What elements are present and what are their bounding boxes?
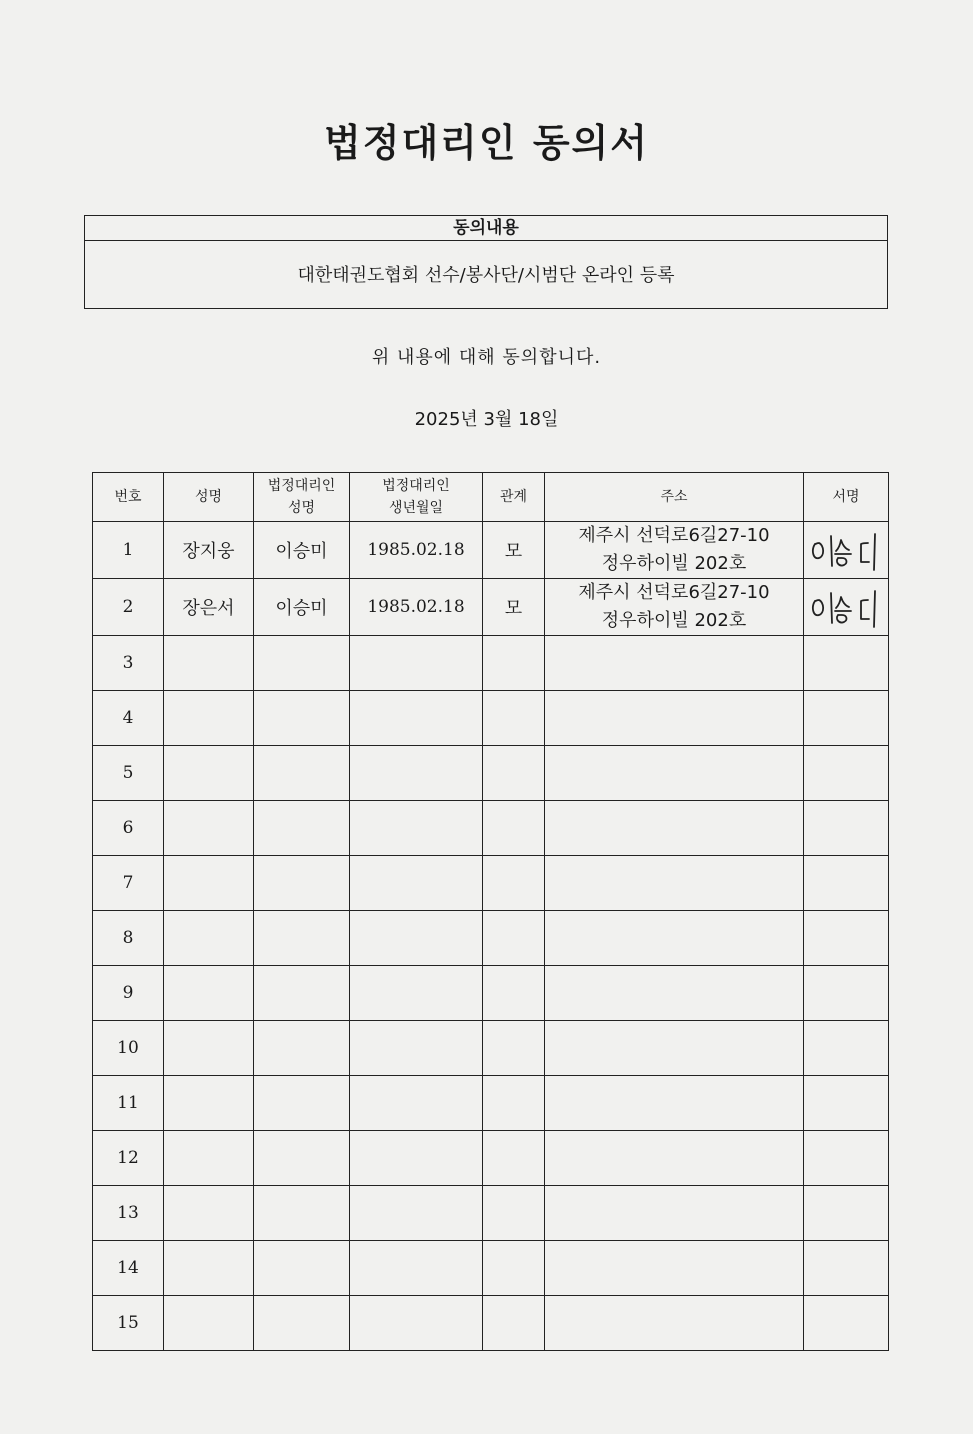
cell-name	[164, 966, 254, 1021]
cell-name	[164, 691, 254, 746]
table-row	[93, 579, 889, 636]
cell-name	[164, 801, 254, 856]
table-row	[93, 1131, 889, 1186]
cell-signature	[804, 1186, 889, 1241]
cell-number: 1	[93, 522, 164, 579]
cell-name	[164, 1131, 254, 1186]
consent-header: 동의내용	[85, 216, 887, 241]
cell-address	[545, 856, 804, 911]
cell-address	[545, 579, 804, 636]
cell-address	[545, 1131, 804, 1186]
cell-relation	[483, 1131, 545, 1186]
header-guardian-birth	[350, 473, 483, 522]
cell-address	[545, 636, 804, 691]
cell-relation	[483, 636, 545, 691]
cell-address	[545, 1076, 804, 1131]
guardian-table	[92, 472, 889, 1351]
cell-guardian-name	[254, 636, 350, 691]
cell-name	[164, 1021, 254, 1076]
cell-signature	[804, 579, 889, 636]
cell-name	[164, 856, 254, 911]
cell-relation	[483, 1021, 545, 1076]
table-row	[93, 966, 889, 1021]
cell-signature	[804, 691, 889, 746]
cell-number: 11	[93, 1076, 164, 1131]
cell-guardian-birth: 1985.02.18	[350, 522, 483, 579]
cell-guardian-name	[254, 1241, 350, 1296]
address-line-1: 제주시 선덕로6길27-10	[578, 582, 770, 603]
cell-address	[545, 746, 804, 801]
cell-relation	[483, 856, 545, 911]
cell-signature	[804, 1021, 889, 1076]
cell-relation	[483, 1186, 545, 1241]
header-address: 주소	[545, 473, 804, 522]
cell-guardian-birth	[350, 1186, 483, 1241]
table-row	[93, 636, 889, 691]
cell-signature	[804, 1241, 889, 1296]
header-guardian-name-line2: 성명	[287, 500, 316, 516]
cell-name	[164, 1076, 254, 1131]
agree-statement: 위 내용에 대해 동의합니다.	[371, 347, 602, 368]
cell-relation: 모	[483, 522, 545, 579]
address-line-2: 정우하이빌 202호	[601, 553, 747, 574]
cell-address	[545, 966, 804, 1021]
header-name: 성명	[164, 473, 254, 522]
cell-relation	[483, 1296, 545, 1351]
cell-signature	[804, 1296, 889, 1351]
header-guardian-birth-line1: 법정대리인	[382, 478, 450, 494]
cell-name	[164, 636, 254, 691]
address-line-2: 정우하이빌 202호	[601, 610, 747, 631]
cell-signature	[804, 966, 889, 1021]
cell-guardian-birth	[350, 1131, 483, 1186]
cell-number: 14	[93, 1241, 164, 1296]
cell-guardian-birth	[350, 636, 483, 691]
handwritten-signature	[811, 585, 881, 629]
cell-signature	[804, 522, 889, 579]
cell-relation	[483, 911, 545, 966]
cell-guardian-birth	[350, 801, 483, 856]
header-number: 번호	[93, 473, 164, 522]
cell-guardian-birth	[350, 911, 483, 966]
cell-address	[545, 1186, 804, 1241]
cell-guardian-name	[254, 1021, 350, 1076]
table-row	[93, 522, 889, 579]
cell-signature	[804, 1131, 889, 1186]
cell-number: 8	[93, 911, 164, 966]
cell-name	[164, 911, 254, 966]
cell-number: 3	[93, 636, 164, 691]
table-header-row	[93, 473, 889, 522]
cell-guardian-birth	[350, 746, 483, 801]
cell-name	[164, 1186, 254, 1241]
cell-relation	[483, 1241, 545, 1296]
cell-number: 13	[93, 1186, 164, 1241]
document-title: 법정대리인 동의서	[324, 121, 649, 165]
cell-guardian-name: 이승미	[254, 579, 350, 636]
cell-guardian-birth: 1985.02.18	[350, 579, 483, 636]
table-row	[93, 746, 889, 801]
cell-guardian-name	[254, 746, 350, 801]
cell-relation	[483, 966, 545, 1021]
cell-name	[164, 1296, 254, 1351]
cell-guardian-name: 이승미	[254, 522, 350, 579]
cell-signature	[804, 636, 889, 691]
header-signature: 서명	[804, 473, 889, 522]
cell-guardian-birth	[350, 1021, 483, 1076]
table-row	[93, 1076, 889, 1131]
table-row	[93, 1021, 889, 1076]
cell-guardian-name	[254, 1076, 350, 1131]
cell-number: 15	[93, 1296, 164, 1351]
cell-relation	[483, 746, 545, 801]
cell-guardian-birth	[350, 691, 483, 746]
cell-number: 10	[93, 1021, 164, 1076]
cell-guardian-name	[254, 1131, 350, 1186]
consent-text: 대한태권도협회 선수/봉사단/시범단 온라인 등록	[297, 265, 675, 286]
consent-box	[84, 215, 888, 309]
cell-address	[545, 522, 804, 579]
cell-number: 7	[93, 856, 164, 911]
cell-guardian-birth	[350, 1241, 483, 1296]
table-row	[93, 691, 889, 746]
cell-relation	[483, 801, 545, 856]
cell-guardian-name	[254, 1186, 350, 1241]
document-date: 2025년 3월 18일	[414, 409, 559, 430]
cell-number: 12	[93, 1131, 164, 1186]
cell-address	[545, 801, 804, 856]
cell-number: 5	[93, 746, 164, 801]
handwritten-signature	[811, 528, 881, 572]
cell-signature	[804, 856, 889, 911]
cell-address	[545, 1241, 804, 1296]
cell-address	[545, 1021, 804, 1076]
cell-number: 9	[93, 966, 164, 1021]
table-row	[93, 1186, 889, 1241]
table-row	[93, 1296, 889, 1351]
cell-guardian-birth	[350, 856, 483, 911]
cell-number: 4	[93, 691, 164, 746]
cell-relation	[483, 691, 545, 746]
cell-signature	[804, 911, 889, 966]
header-guardian-name-line1: 법정대리인	[267, 478, 336, 494]
cell-relation: 모	[483, 579, 545, 636]
table-row	[93, 911, 889, 966]
cell-guardian-name	[254, 966, 350, 1021]
cell-address	[545, 691, 804, 746]
table-row	[93, 1241, 889, 1296]
cell-address	[545, 911, 804, 966]
cell-address	[545, 1296, 804, 1351]
cell-guardian-birth	[350, 1076, 483, 1131]
cell-guardian-name	[254, 1296, 350, 1351]
table-row	[93, 856, 889, 911]
header-guardian-name	[254, 473, 350, 522]
cell-signature	[804, 801, 889, 856]
cell-number: 6	[93, 801, 164, 856]
cell-name	[164, 1241, 254, 1296]
cell-name: 장지웅	[164, 522, 254, 579]
cell-guardian-name	[254, 691, 350, 746]
cell-signature	[804, 1076, 889, 1131]
cell-name	[164, 746, 254, 801]
address-line-1: 제주시 선덕로6길27-10	[578, 525, 770, 546]
cell-relation	[483, 1076, 545, 1131]
cell-guardian-birth	[350, 966, 483, 1021]
table-row	[93, 801, 889, 856]
header-guardian-birth-line2: 생년월일	[388, 500, 444, 516]
header-relation: 관계	[483, 473, 545, 522]
cell-number: 2	[93, 579, 164, 636]
cell-signature	[804, 746, 889, 801]
cell-name: 장은서	[164, 579, 254, 636]
cell-guardian-name	[254, 856, 350, 911]
cell-guardian-birth	[350, 1296, 483, 1351]
cell-guardian-name	[254, 801, 350, 856]
cell-guardian-name	[254, 911, 350, 966]
